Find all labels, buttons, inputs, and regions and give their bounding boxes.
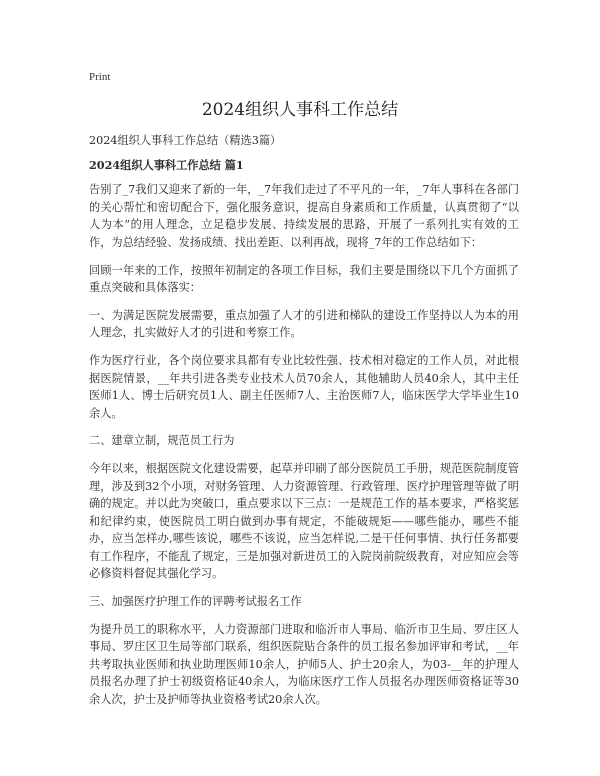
print-label: Print (89, 71, 111, 83)
paragraph-intro: 告别了_7我们又迎来了新的一年，_7年我们走过了不平凡的一年，_7年人事科在各部门的关心帮忙和密切配合下，强化服务意识，提高自身素质和工作质量，认真贯彻了“以人为本”的用人理念，立足稳步发展、持续发展的思路，开展了一系列扎实有效的工作，为总结经验、发扬成绩、找出差距、以利再战，现将_7年的工作总结如下： (89, 183, 519, 249)
paragraph-talent: 一、为满足医院发展需要，重点加强了人才的引进和梯队的建设工作坚持以人为本的用人理念，扎实做好人才的引进和考察工作。 (89, 308, 519, 340)
paragraph-rules: 今年以来，根据医院文化建设需要，起草并印刷了部分医院员工手册，规范医院制度管理，涉及到32个小项，对财务管理、人力资源管理、行政管理、医疗护理管理等做了明确的规定。并以此为突破口，重点要求以下三点：一是规范工作的基本要求，严格奖惩和纪律约束，使医院员工明白做到办事有规定，不能破规矩——哪些能办，哪些不能办，应当怎样办,哪些该说，哪些不该说，应当怎样说,二是干任何事情、执行任务都要有工作程序，不能乱了规定，三是加强对新进员工的入院岗前院级教育，对应知应会等必修资料督促其强化学习。 (89, 461, 519, 581)
section-heading: 2024组织人事科工作总结 篇1 (89, 157, 244, 172)
paragraph-recruitment: 作为医疗行业，各个岗位要求具都有专业比较性强、技术相对稳定的工作人员，对此根据医院情景，__年共引进各类专业技术人员70余人，其他辅助人员40余人，其中主任医师1人、博士后研究员1人、副主任医师7人、主治医师7人，临床医学大学毕业生10余人。 (89, 353, 519, 420)
document-body (89, 132, 519, 719)
paragraph-exams: 为提升员工的职称水平，人力资源部门进取和临沂市人事局、临沂市卫生局、罗庄区人事局、罗庄区卫生局等部门联系，组织医院贴合条件的员工报名参加评审和考试，__年共考取执业医师和执业助理医师10余人，护师5人、护士20余人，为03-__年的护理人员报名办理了护士初级资格证40余人，为临床医疗工作人员报名办理医师资格证等30余人次，护士及护师等执业资格考试20余人次。 (89, 622, 519, 707)
heading-exams: 三、加强医疗护理工作的评聘考试报名工作 (89, 595, 302, 609)
paragraph-review: 回顾一年来的工作，按照年初制定的各项工作目标，我们主要是围绕以下几个方面抓了重点突破和具体落实： (89, 263, 519, 295)
page-title: 2024组织人事科工作总结 (201, 100, 399, 120)
document-subtitle: 2024组织人事科工作总结（精选3篇） (89, 134, 282, 147)
heading-rules: 二、建章立制，规范员工行为 (89, 434, 235, 448)
